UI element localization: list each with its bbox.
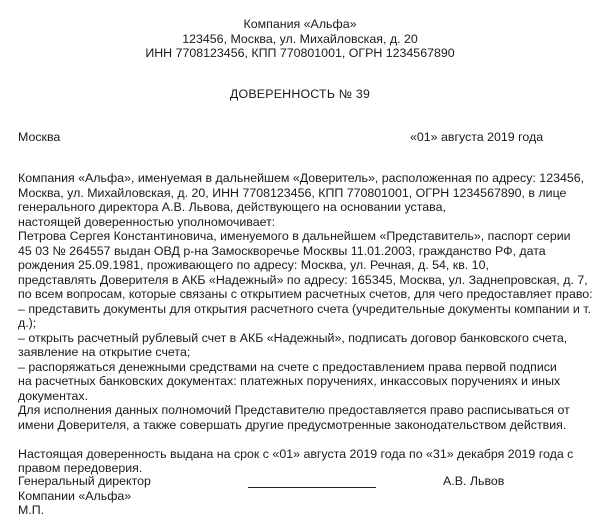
- term-line: Настоящая доверенность выдана на срок с «01» августа 2019 года по «31» декабря 2019 года с: [18, 446, 574, 461]
- body-line: – распоряжаться денежными средствами на счете с предоставлением права первой подписи: [18, 359, 557, 374]
- body-line: Компания «Альфа», именуемая в дальнейшем «Доверитель», расположенная по адресу: 123456,: [18, 171, 585, 185]
- document-place: Москва: [18, 130, 61, 144]
- company-address: 123456, Москва, ул. Михайловская, д. 20: [182, 31, 418, 46]
- body-line: по всем вопросам, которые связаны с открытием расчетных счетов, для чего предоставляет право:: [18, 287, 593, 301]
- document-body: [18, 171, 593, 476]
- term-line: правом передоверия.: [18, 461, 143, 475]
- body-line: на расчетных банковских документах: платежных поручениях, инкассовых поручениях и иных: [18, 374, 561, 388]
- body-line: – открыть расчетный рублевый счет в АКБ «Надежный», подписать договор банковского счета,: [18, 330, 568, 345]
- body-line: настоящей доверенностью уполномочивает:: [18, 214, 276, 229]
- signatory-company: Компании «Альфа»: [18, 488, 132, 503]
- body-line: – представить документы для открытия расчетного счета (учредительные документы компании и т.: [18, 301, 592, 316]
- company-header: [0, 17, 600, 61]
- body-line: д.);: [18, 316, 37, 330]
- document-title: ДОВЕРЕННОСТЬ № 39: [229, 87, 371, 101]
- body-line: Для исполнения данных полномочий Представителю предоставляется право расписываться от: [18, 403, 570, 417]
- body-line: представлять Доверителя в АКБ «Надежный» по адресу: 165345, Москва, ул. Заднепровская, д. 7,: [18, 272, 588, 287]
- body-line: имени Доверителя, а также совершать другие предусмотренные законодательством действия.: [18, 417, 567, 432]
- body-line: заявление на открытие счета;: [18, 345, 191, 359]
- body-line: Петрова Сергея Константиновича, именуемого в дальнейшем «Представитель», паспорт серии: [18, 229, 571, 243]
- company-name: Компания «Альфа»: [243, 17, 357, 31]
- body-line: рождения 25.09.1981, проживающего по адресу: Москва, ул. Речная, д. 54, кв. 10,: [18, 258, 489, 272]
- signatory-block: [18, 474, 151, 518]
- document-date: «01» августа 2019 года: [410, 130, 544, 144]
- signatory-position: Генеральный директор: [18, 474, 151, 488]
- paragraph-gap: [18, 432, 588, 447]
- stamp-place: М.П.: [18, 503, 45, 518]
- body-line: Москва, ул. Михайловская, д. 20, ИНН 7708123456, КПП 770801001, ОГРН 1234567890, в лице: [18, 185, 567, 200]
- body-line: 45 03 № 264557 выдан ОВД р-на Замоскворечье Москвы 11.01.2003, гражданство РФ, дата: [18, 243, 546, 258]
- signature-line: [248, 487, 376, 488]
- body-line: документах.: [18, 388, 89, 403]
- signatory-name: А.В. Львов: [443, 474, 505, 488]
- body-line: генерального директора А.В. Львова, действующего на основании устава,: [18, 200, 446, 214]
- company-requisites: ИНН 7708123456, КПП 770801001, ОГРН 1234567890: [145, 46, 455, 61]
